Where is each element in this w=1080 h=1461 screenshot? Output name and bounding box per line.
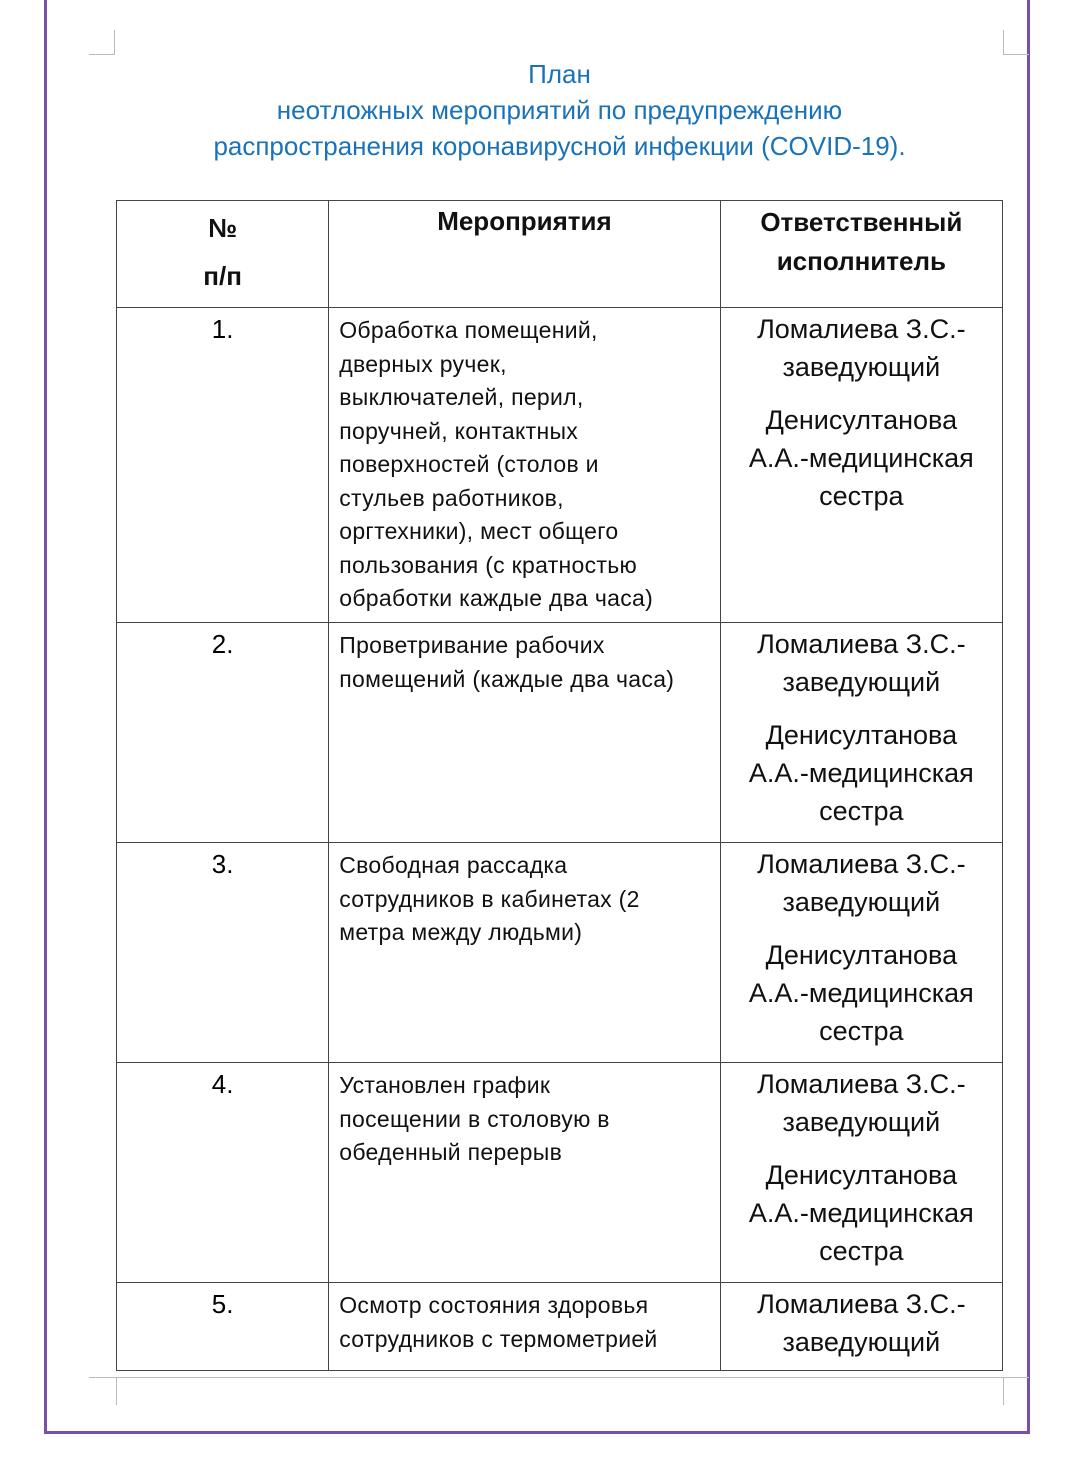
row-number: [117, 308, 329, 623]
title-line: неотложных мероприятий по предупреждению: [276, 95, 843, 125]
table-row: [117, 623, 1003, 843]
activity-line: дверных ручек,: [339, 350, 507, 377]
activity-cell: [329, 308, 720, 623]
header-text: Мероприятия: [437, 206, 612, 236]
activity-line: Осмотр состояния здоровья: [339, 1292, 649, 1318]
responsible-line: заведующий: [782, 352, 941, 382]
header-text: исполнитель: [776, 246, 946, 276]
responsible-line: Ломалиева З.С.-: [757, 849, 966, 879]
header-activity: [329, 201, 720, 308]
responsible-line: А.А.-медицинская: [748, 443, 974, 473]
table-row: [117, 1283, 1003, 1371]
responsible-line: Ломалиева З.С.-: [757, 1069, 966, 1099]
activity-line: сотрудников в кабинетах (2: [339, 885, 640, 912]
responsible-line: Ломалиева З.С.-: [757, 629, 966, 659]
activity-line: обеденный перерыв: [339, 1139, 563, 1165]
responsible-cell: [720, 308, 1002, 623]
activity-cell: [329, 1283, 720, 1371]
responsible-cell: [720, 623, 1002, 843]
margin-mark: [1003, 30, 1004, 54]
row-number-text: 3.: [211, 849, 234, 879]
row-number-text: 2.: [211, 629, 234, 659]
activity-cell: [329, 623, 720, 843]
activity-line: поручней, контактных: [339, 417, 579, 444]
activity-line: Свободная рассадка: [339, 852, 568, 878]
responsible-cell: [720, 1063, 1002, 1283]
row-number: [117, 1063, 329, 1283]
responsible-line: А.А.-медицинская: [748, 978, 974, 1008]
activity-line: Обработка помещений,: [339, 317, 598, 343]
activity-line: посещении в столовую в: [339, 1105, 610, 1132]
responsible-line: сестра: [819, 481, 904, 511]
row-number: [117, 623, 329, 843]
responsible-line: заведующий: [782, 667, 941, 697]
responsible-line: Денисултанова: [765, 940, 958, 970]
activity-line: поверхностей (столов и: [339, 451, 599, 477]
header-text: Ответственный: [760, 207, 963, 237]
title-line: распространения коронавирусной инфекции (COVID-19).: [213, 131, 906, 161]
activity-line: помещений (каждые два часа): [339, 665, 675, 692]
activity-line: оргтехники), мест общего: [339, 518, 619, 544]
responsible-line: сестра: [819, 796, 904, 826]
row-number-text: 4.: [211, 1069, 234, 1099]
responsible-line: заведующий: [782, 887, 941, 917]
measures-table: [116, 200, 1003, 1371]
activity-cell: [329, 1063, 720, 1283]
margin-guide: [1003, 1377, 1004, 1405]
responsible-line: сестра: [819, 1236, 904, 1266]
responsible-line: сестра: [819, 1016, 904, 1046]
document-title: [116, 56, 1003, 164]
row-number-text: 1.: [211, 314, 234, 344]
responsible-line: Денисултанова: [765, 405, 958, 435]
activity-line: стульев работников,: [339, 484, 564, 511]
responsible-line: А.А.-медицинская: [748, 758, 974, 788]
activity-line: выключателей, перил,: [339, 384, 584, 410]
responsible-cell: [720, 1283, 1002, 1371]
margin-guide: [116, 1377, 117, 1405]
margin-mark: [89, 54, 115, 55]
margin-mark: [114, 30, 115, 54]
responsible-line: Денисултанова: [765, 720, 958, 750]
margin-guide: [89, 1377, 1029, 1378]
responsible-line: Ломалиева З.С.-: [757, 1289, 966, 1319]
responsible-line: заведующий: [782, 1107, 941, 1137]
table-row: [117, 843, 1003, 1063]
table-row: [117, 1063, 1003, 1283]
responsible-line: заведующий: [782, 1327, 941, 1357]
header-text: п/п: [203, 261, 242, 291]
table-header-row: [117, 201, 1003, 308]
row-number-text: 5.: [211, 1289, 234, 1319]
responsible-cell: [720, 843, 1002, 1063]
row-number: [117, 1283, 329, 1371]
header-text: №: [208, 213, 238, 243]
activity-line: сотрудников с термометрией: [339, 1325, 658, 1352]
title-line: План: [528, 59, 591, 89]
activity-line: метра между людьми): [339, 919, 583, 945]
activity-cell: [329, 843, 720, 1063]
activity-line: пользования (с кратностью: [339, 551, 638, 578]
activity-line: обработки каждые два часа): [339, 585, 654, 611]
row-number: [117, 843, 329, 1063]
activity-line: Установлен график: [339, 1072, 551, 1098]
margin-mark: [1003, 54, 1029, 55]
activity-line: Проветривание рабочих: [339, 632, 605, 658]
header-responsible: [720, 201, 1002, 308]
header-number: [117, 201, 329, 308]
responsible-line: А.А.-медицинская: [748, 1198, 974, 1228]
responsible-line: Денисултанова: [765, 1160, 958, 1190]
responsible-line: Ломалиева З.С.-: [757, 314, 966, 344]
table-row: [117, 308, 1003, 623]
